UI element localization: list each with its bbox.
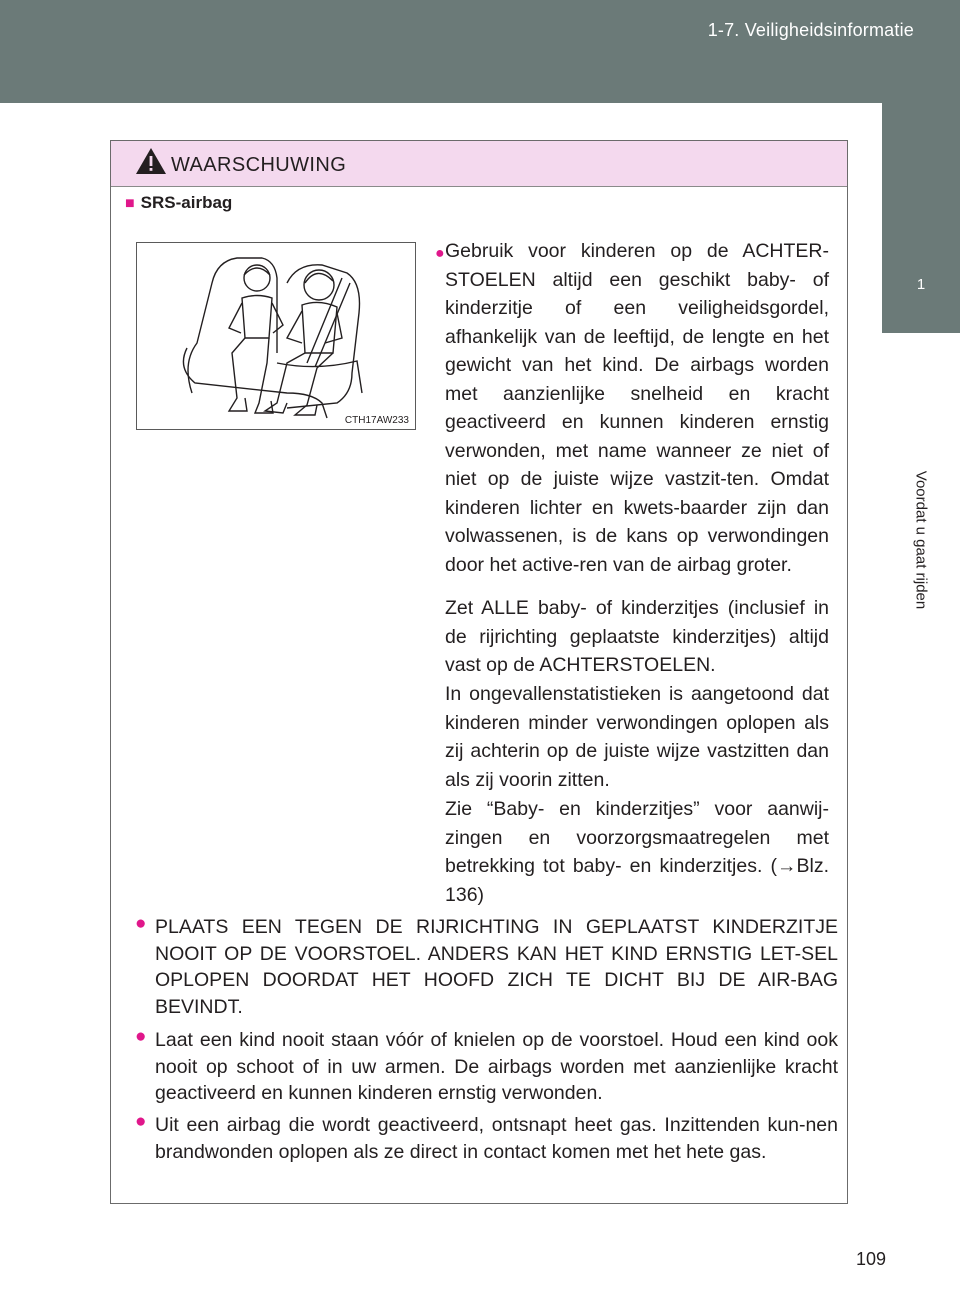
child-seat-illustration xyxy=(136,242,416,430)
bottom-bullet: PLAATS EEN TEGEN DE RIJRICHTING IN GEPLAATST KINDERZITJE NOOIT OP DE VOORSTOEL. ANDERS KAN HET KIND ERNSTIG LET-SEL OPLOPEN DOORDAT HET HOOFD ZICH TE DICHT BIJ DE AIR-BAG BEVINDT. xyxy=(155,916,838,1018)
chapter-number: 1 xyxy=(916,276,926,293)
child-seat-drawing xyxy=(137,243,415,429)
right-paragraph: Gebruik voor kinderen op de ACHTER-STOELEN altijd een geschikt baby- of kinderzitje of een veiligheidsgordel, afhankelijk van de leeftijd, de lengte en het gewicht van het kind. De airbags worden met aanzienlijke snelheid en kracht geactiveerd en kunnen kinderen ernstig verwonden, met name wanneer ze niet of niet op de juiste wijze vastzit-ten. Omdat kinderen lichter en kwets-baarder zijn dan volwassenen, is de kans op verwondingen door het active-ren van de airbag groter. xyxy=(445,240,829,576)
section-title xyxy=(125,193,232,213)
bottom-bullet: Laat een kind nooit staan vóór of knielen op de voorstoel. Houd een kind ook nooit op schoot of in uw armen. De airbags worden met aanzienlijke kracht geactiveerd en kunnen kinderen ernstig verwonden. xyxy=(155,1029,838,1104)
right-paragraph: Zie “Baby- en kinderzitjes” voor aanwij-zingen en voorzorgsmaatregelen met betrekking tot baby- en kinderzitjes. (→Blz. 136) xyxy=(445,798,829,906)
warning-title: WAARSCHUWING xyxy=(171,154,347,176)
chapter-label: Voordat u gaat rijden xyxy=(912,470,930,610)
bullet-dot-icon: ● xyxy=(135,1111,147,1132)
chapter-tab xyxy=(882,103,960,333)
page-number: 109 xyxy=(855,1249,886,1269)
right-paragraph: Zet ALLE baby- of kinderzitjes (inclusief in de rijrichting geplaatste kinderzitjes) altijd vast op de ACHTERSTOELEN. xyxy=(445,597,829,676)
section-heading: 1-7. Veiligheidsinformatie xyxy=(707,20,914,40)
square-bullet-icon: ■ xyxy=(125,195,135,212)
right-paragraph: In ongevallenstatistieken is aangetoond dat kinderen minder verwondingen oplopen als zij achterin op de juiste wijze vastzitten dan als zij voorin zitten. xyxy=(445,683,829,791)
bottom-bullet: Uit een airbag die wordt geactiveerd, ontsnapt heet gas. Inzittenden kun-nen brandwonden oplopen als ze direct in contact komen met het hete gas. xyxy=(155,1114,838,1163)
bullet-dot-icon: ● xyxy=(135,913,147,934)
warning-triangle-icon xyxy=(135,147,167,175)
section-title-text: SRS-airbag xyxy=(140,193,233,212)
bullet-dot-icon: ● xyxy=(435,245,445,262)
header-bar xyxy=(0,0,960,103)
warning-header xyxy=(111,141,847,187)
illustration-caption: CTH17AW233 xyxy=(344,415,409,426)
warning-box xyxy=(110,140,848,1204)
bullet-dot-icon: ● xyxy=(135,1026,147,1047)
